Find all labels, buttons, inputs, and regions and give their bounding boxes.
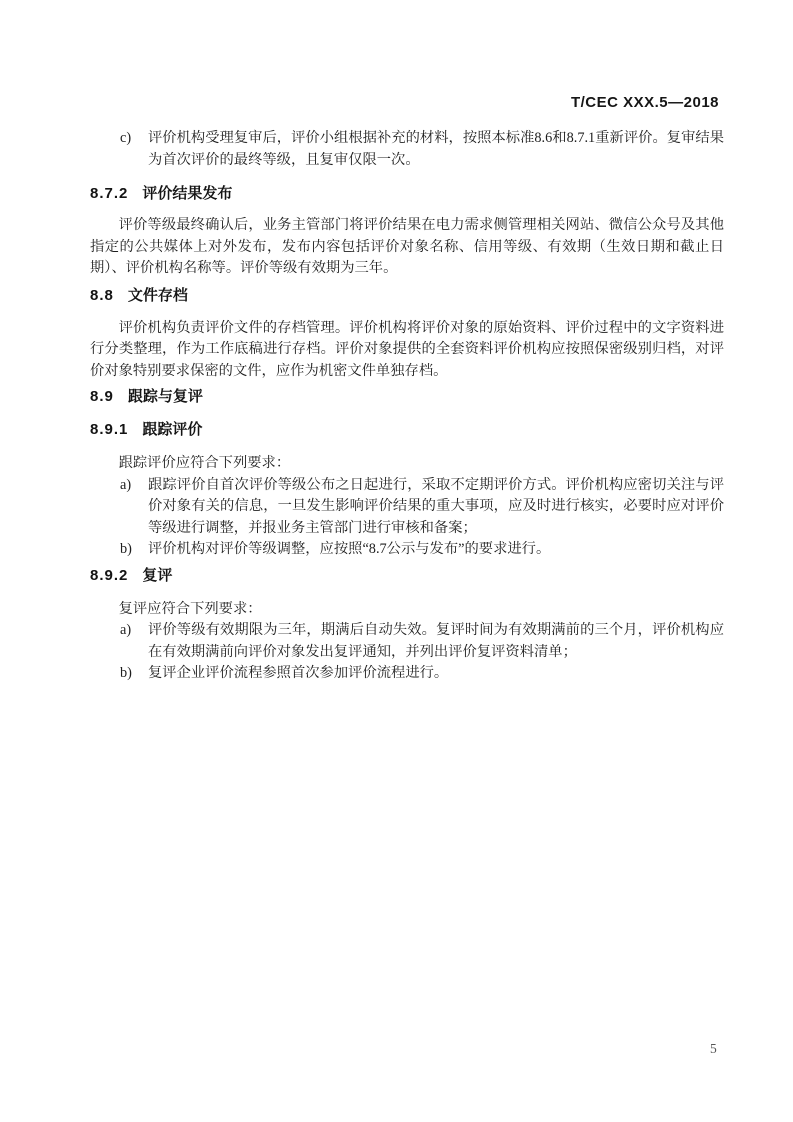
section-heading-8-9-2 — [90, 568, 724, 584]
list-item-8-9-1-a — [90, 475, 724, 540]
list-item-c-text: 评价机构受理复审后，评价小组根据补充的材料，按照本标准8.6和8.7.1重新评价。复审结果为首次评价的最终等级，且复审仅限一次。 — [148, 130, 724, 168]
list-item-8-9-1-a-text: 跟踪评价自首次评价等级公布之日起进行，采取不定期评价方式。评价机构应密切关注与评价对象有关的信息，一旦发生影响评价结果的重大事项，应及时进行核实，必要时应对评价等级进行调整，并报业务主管部门进行审核和备案； — [148, 476, 724, 536]
section-heading-8-9-1 — [90, 422, 724, 438]
section-heading-8-8 — [90, 288, 724, 304]
list-item-8-9-2-a — [90, 620, 724, 663]
list-item-8-9-1-b-label: b) — [120, 541, 132, 557]
list-item-8-9-1-a-label: a) — [120, 476, 132, 493]
standard-number-header: T/CEC XXX.5—2018 — [570, 94, 719, 111]
list-item-c — [90, 128, 724, 171]
paragraph-8-7-2: 评价等级最终确认后，业务主管部门将评价结果在电力需求侧管理相关网站、微信公众号及其他指定的公共媒体上对外发布，发布内容包括评价对象名称、信用等级、有效期（生效日期和截止日期）、评价机构名称等。评价等级有效期为三年。 — [90, 217, 724, 276]
section-heading-8-9 — [90, 389, 724, 405]
section-heading-8-7-2 — [90, 186, 724, 202]
list-item-8-9-1-b — [90, 539, 724, 561]
list-item-8-9-2-a-label: a) — [120, 622, 132, 638]
list-item-8-9-2-b-text: 复评企业评价流程参照首次参加评价流程进行。 — [148, 665, 449, 681]
section-number-8-7-2: 8.7.2 — [90, 185, 129, 202]
lead-paragraph-8-9-1: 跟踪评价应符合下列要求： — [118, 455, 291, 471]
section-number-8-9-1: 8.9.1 — [90, 421, 129, 438]
section-title-8-9-2: 复评 — [142, 566, 173, 584]
list-item-c-label: c) — [120, 130, 132, 146]
section-title-8-9: 跟踪与复评 — [127, 388, 203, 405]
content-area — [90, 0, 724, 685]
lead-paragraph-8-9-2: 复评应符合下列要求： — [118, 600, 262, 617]
section-number-8-9: 8.9 — [90, 388, 114, 405]
section-title-8-7-2: 评价结果发布 — [142, 185, 233, 202]
list-item-8-9-2-b-label: b) — [120, 665, 132, 681]
section-title-8-8: 文件存档 — [127, 286, 188, 304]
section-title-8-9-1: 跟踪评价 — [142, 421, 203, 438]
section-number-8-8: 8.8 — [90, 286, 114, 304]
section-number-8-9-2: 8.9.2 — [90, 566, 129, 584]
list-item-8-9-2-a-text: 评价等级有效期限为三年，期满后自动失效。复评时间为有效期满前的三个月，评价机构应在有效期满前向评价对象发出复评通知，并列出评价复评资料清单； — [148, 622, 724, 660]
list-item-8-9-2-b — [90, 663, 724, 685]
list-item-8-9-1-b-text: 评价机构对评价等级调整，应按照“8.7公示与发布”的要求进行。 — [148, 541, 551, 557]
page-number: 5 — [710, 1041, 717, 1056]
paragraph-8-8: 评价机构负责评价文件的存档管理。评价机构将评价对象的原始资料、评价过程中的文字资料进行分类整理，作为工作底稿进行存档。评价对象提供的全套资料评价机构应按照保密级别归档，对评价对象特别要求保密的文件，应作为机密文件单独存档。 — [90, 319, 724, 379]
